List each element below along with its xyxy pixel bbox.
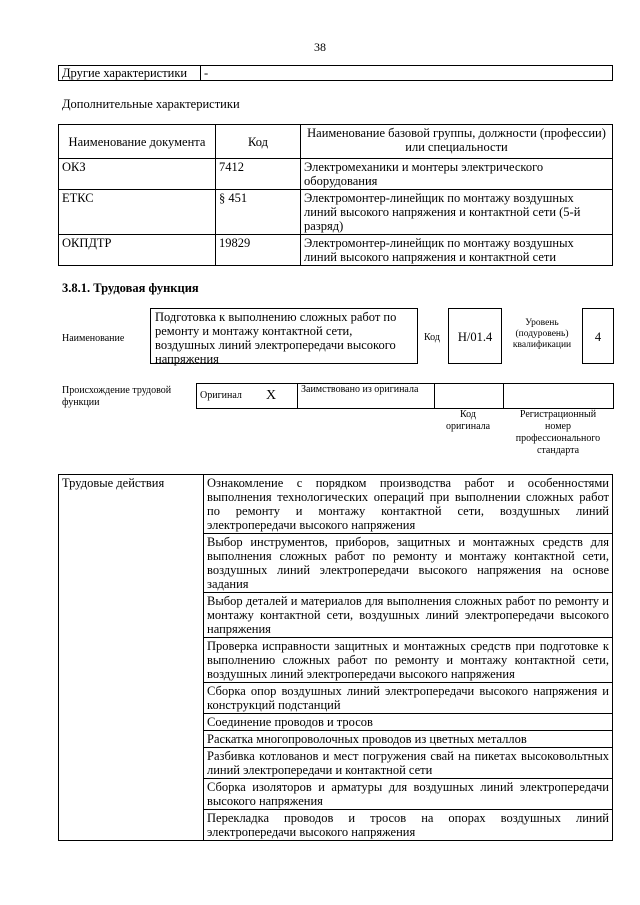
table-row	[59, 475, 613, 534]
labour-function-heading: 3.8.1. Трудовая функция	[62, 281, 199, 295]
labour-action-item: Ознакомление с порядком производства работ и особенностями выполнения технологических операций при выполнении сложных работ по ремонту и монтажу контактной сети, воздушных линий электропередачи высокого напряжения	[204, 475, 613, 534]
code-cell: § 451	[216, 190, 301, 235]
group-name-header: Наименование базовой группы, должности (профессии) или специальности	[301, 125, 613, 159]
labour-actions-table	[58, 474, 613, 841]
doc-cell: ОКПДТР	[59, 235, 216, 266]
code-label: Код	[424, 332, 440, 343]
doc-header: Наименование документа	[59, 125, 216, 159]
other-characteristics-table	[58, 65, 613, 81]
function-name-box: Подготовка к выполнению сложных работ по ремонту и монтажу контактной сети, воздушных линий электропередачи высокого напряжения	[150, 308, 418, 364]
borrowed-label: Заимствовано из оригинала	[298, 384, 435, 409]
labour-action-item: Выбор деталей и материалов для выполнения сложных работ по ремонту и монтажу контактной сети, воздушных линий электропередачи высокого напряжения	[204, 593, 613, 638]
group-name-cell: Электромонтер-линейщик по монтажу воздушных линий высокого напряжения и контактной сети	[301, 235, 613, 266]
level-label: Уровень (подуровень) квалификации	[512, 318, 572, 350]
original-label: Оригинал	[197, 384, 264, 409]
code-original-caption: Код оригинала	[445, 409, 491, 432]
original-mark: X	[263, 384, 298, 409]
labour-action-item: Разбивка котлованов и мест погружения свай на пикетах высоковольтных линий электропередачи и контактной сети	[204, 748, 613, 779]
doc-cell: ОКЗ	[59, 159, 216, 190]
function-code-box: Н/01.4	[448, 308, 502, 364]
code-header: Код	[216, 125, 301, 159]
level-value-box: 4	[582, 308, 614, 364]
registration-number-cell	[504, 384, 614, 409]
page-number: 38	[314, 40, 326, 54]
table-row	[59, 190, 613, 235]
origin-table	[196, 383, 614, 409]
labour-action-item: Проверка исправности защитных и монтажных средств при подготовке к выполнению сложных работ по ремонту и монтажу контактной сети, воздушных линий электропередачи высокого напряжения	[204, 638, 613, 683]
labour-actions-label: Трудовые действия	[59, 475, 204, 841]
group-name-cell: Электромонтер-линейщик по монтажу воздушных линий высокого напряжения и контактной сети (5-й разряд)	[301, 190, 613, 235]
table-row	[59, 159, 613, 190]
code-cell: 7412	[216, 159, 301, 190]
group-name-cell: Электромеханики и монтеры электрического оборудования	[301, 159, 613, 190]
code-cell: 19829	[216, 235, 301, 266]
labour-action-item: Раскатка многопроволочных проводов из цветных металлов	[204, 731, 613, 748]
origin-label: Происхождение трудовой функции	[62, 385, 172, 408]
table-row	[59, 235, 613, 266]
labour-action-item: Перекладка проводов и тросов на опорах воздушных линий электропередачи высокого напряжения	[204, 810, 613, 841]
original-code-cell	[435, 384, 504, 409]
labour-action-item: Сборка изоляторов и арматуры для воздушных линий электропередачи высокого напряжения	[204, 779, 613, 810]
other-characteristics-value: -	[201, 66, 613, 81]
labour-action-item: Сборка опор воздушных линий электропередачи высокого напряжения и конструкций подстанций	[204, 683, 613, 714]
labour-action-item: Соединение проводов и тросов	[204, 714, 613, 731]
other-characteristics-label: Другие характеристики	[59, 66, 201, 81]
registration-number-caption: Регистрационный номер профессионального стандарта	[515, 409, 601, 456]
labour-action-item: Выбор инструментов, приборов, защитных и монтажных средств для выполнения сложных работ по ремонту и монтажу контактной сети, воздушных линий электропередачи высокого напряжения на основе задания	[204, 534, 613, 593]
name-label: Наименование	[62, 333, 125, 344]
additional-characteristics-title: Дополнительные характеристики	[62, 97, 240, 111]
document-codes-table	[58, 124, 613, 266]
doc-cell: ЕТКС	[59, 190, 216, 235]
